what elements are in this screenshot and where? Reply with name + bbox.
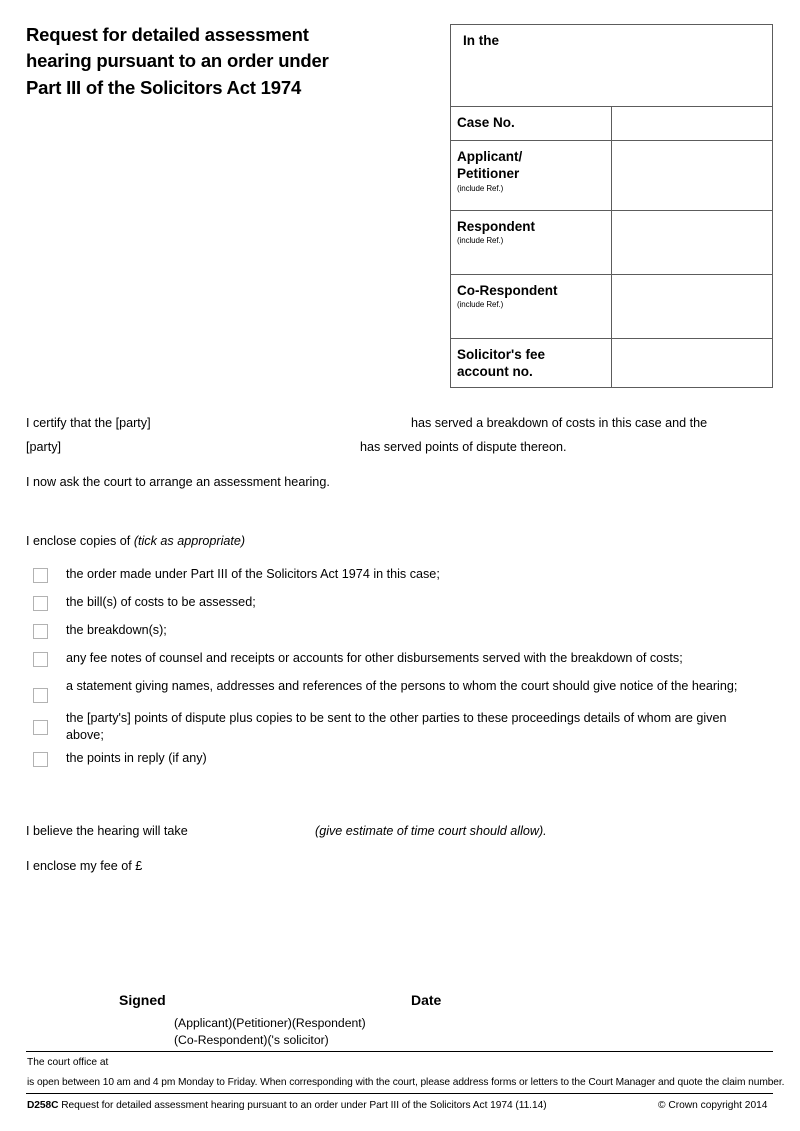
form-code: D258C [27,1100,59,1111]
co-respondent-label [451,275,612,339]
list-item[interactable] [33,710,763,743]
date-label: Date [411,992,442,1008]
checkbox-points-in-reply[interactable] [33,752,48,767]
list-item-label: the points in reply (if any) [66,751,207,766]
list-item[interactable] [33,594,763,611]
table-row-co-respondent [451,275,773,339]
table-row-respondent [451,211,773,275]
hearing-duration-hint: (give estimate of time court should allow). [315,824,547,838]
now-ask-court-text: I now ask the court to arrange an assessment hearing. [26,475,330,489]
list-item-label: the [party's] points of dispute plus copies to be sent to the other parties to these proceedings details of whom are given above; [66,711,727,742]
court-office-label: The court office at [27,1057,109,1068]
table-row-in-the [451,25,773,107]
solicitor-fee-account-label [451,339,612,388]
co-respondent-label-text: Co-Respondent [457,283,558,298]
applicant-label-line-1: Applicant/ [457,149,523,164]
page-title-line-2: hearing pursuant to an order under [26,50,329,72]
hearing-duration-text: I believe the hearing will take [26,824,188,838]
crown-copyright: © Crown copyright 2014 [658,1100,768,1111]
list-item[interactable] [33,566,763,583]
respondent-include-ref-note: (include Ref.) [457,236,504,246]
signature-caption-line-2: (Co-Respondent)('s solicitor) [174,1033,329,1048]
checkbox-bill-of-costs[interactable] [33,596,48,611]
form-description: Request for detailed assessment hearing pursuant to an order under Part III of the Solicitors Act 1974 (11.14) [61,1100,547,1111]
in-the-cell [451,25,773,107]
page-title [26,22,436,101]
enclose-copies-hint: (tick as appropriate) [133,534,246,548]
table-row-applicant [451,141,773,211]
list-item[interactable] [33,622,763,639]
case-no-input[interactable] [612,107,773,141]
list-item-label: the breakdown(s); [66,623,167,637]
co-respondent-include-ref-note: (include Ref.) [457,300,504,310]
applicant-input[interactable] [612,141,773,211]
checkbox-order-part-iii[interactable] [33,568,48,583]
solicitor-fee-account-input[interactable] [612,339,773,388]
enclosed-fee-text: I enclose my fee of £ [26,859,143,873]
list-item-label: the bill(s) of costs to be assessed; [66,595,256,609]
applicant-label-line-2: Petitioner [457,166,520,182]
list-item-label: the order made under Part III of the Solicitors Act 1974 in this case; [66,567,440,581]
checkbox-statement-names-addresses[interactable] [33,688,48,703]
list-item-label: any fee notes of counsel and receipts or accounts for other disbursements served with the breakdown of costs; [66,651,683,665]
footer-divider-bottom [26,1093,773,1094]
checkbox-points-of-dispute[interactable] [33,720,48,735]
co-respondent-input[interactable] [612,275,773,339]
case-details-table [450,24,773,388]
table-row-case-no [451,107,773,141]
list-item[interactable] [33,750,763,767]
certify-line-2-right: has served points of dispute thereon. [360,440,567,454]
enclose-copies-heading [26,533,245,549]
certify-line-2-left: [party] [26,440,61,454]
respondent-label-text: Respondent [457,219,536,234]
page-title-line-1: Request for detailed assessment [26,24,309,45]
checkbox-fee-notes-counsel[interactable] [33,652,48,667]
case-no-label: Case No. [451,107,612,141]
signature-caption-line-1: (Applicant)(Petitioner)(Respondent) [174,1016,366,1030]
table-row-solicitor-fee-account [451,339,773,388]
certify-line-1-left: I certify that the [party] [26,416,151,430]
enclosure-checkbox-list [33,566,763,778]
list-item[interactable] [33,650,763,667]
list-item-label: a statement giving names, addresses and references of the persons to whom the court should give notice of the hearing; [66,679,738,693]
footer-divider-top [26,1051,773,1052]
enclose-copies-plain: I enclose copies of [26,534,134,548]
form-code-line [27,1100,547,1112]
solicitor-fee-line-1: Solicitor's fee [457,347,545,362]
page-title-line-3: Part III of the Solicitors Act 1974 [26,76,302,98]
respondent-label [451,211,612,275]
checkbox-breakdowns[interactable] [33,624,48,639]
applicant-label [451,141,612,211]
signed-label: Signed [119,992,166,1008]
in-the-label: In the [463,33,499,48]
certify-line-1-right: has served a breakdown of costs in this case and the [411,416,708,430]
respondent-input[interactable] [612,211,773,275]
applicant-include-ref-note: (include Ref.) [457,183,504,193]
list-item[interactable] [33,678,763,703]
court-opening-hours-text: is open between 10 am and 4 pm Monday to Friday. When corresponding with the court, please address forms or letters to the Court Manager and quote the claim number. [27,1077,785,1088]
solicitor-fee-line-2: account no. [457,364,533,380]
signature-caption [174,1015,366,1050]
